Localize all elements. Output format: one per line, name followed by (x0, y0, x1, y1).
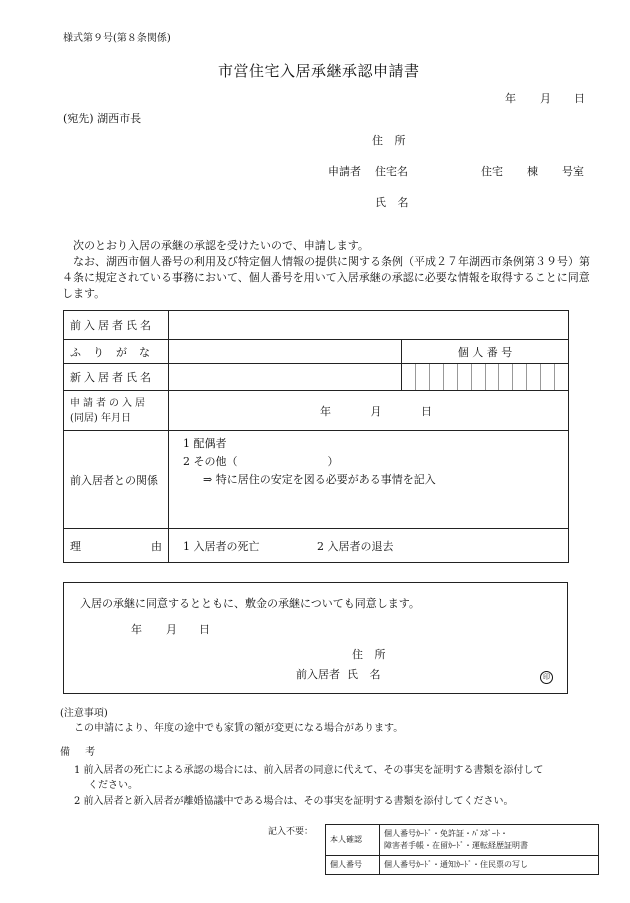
personal-number-field[interactable] (402, 364, 569, 391)
consent-address-label: 住 所 (352, 648, 390, 661)
remarks-item-1a: 1 前入居者の死亡による承認の場合には、前入居者の同意に代えて、その事実を証明する書類を添付して (74, 765, 544, 776)
unnecessary-label: 記入不要： (268, 827, 314, 837)
new-name-field[interactable] (169, 364, 402, 391)
unnecessary-row1-label: 本人確認 (326, 825, 380, 856)
consent-year: 年 (131, 623, 142, 636)
reason-option-2[interactable]: 2 入居者の退去 (317, 539, 394, 553)
prev-name-label: 前入居者氏名 (64, 311, 169, 340)
applicant-housing-name-label: 住宅名 (375, 165, 408, 178)
date-month: 月 (540, 92, 551, 105)
date-year: 年 (505, 92, 516, 105)
consent-text: 入居の承継に同意するとともに、敷金の承継についても同意します。 (80, 597, 420, 610)
relation-option-1[interactable]: 1 配偶者 (183, 437, 227, 450)
intro-line-2: なお、湖西市個人番号の利用及び特定個人情報の提供に関する条例（平成２７年湖西市条例第３９号）第４条に規定されている事務において、個人番号を用いて入居承継の承認に必要な情報を取得することに同意します。 (62, 255, 590, 300)
move-in-label-2: (同居) 年月日 (70, 412, 131, 424)
relation-note: ⇒ 特に居住の安定を図る必要がある事情を記入 (203, 473, 436, 486)
unnecessary-row2-value: 個人番号ｶｰﾄﾞ・通知ｶｰﾄﾞ・住民票の写し (380, 856, 599, 875)
unnecessary-row1-value: 個人番号ｶｰﾄﾞ・免許証・ﾊﾟｽﾎﾟｰﾄ・ 障害者手帳・在留ｶｰﾄﾞ・運転経歴証明書 (380, 825, 599, 856)
personal-number-label: 個 人 番 号 (402, 340, 569, 364)
applicant-room-label: 号室 (562, 165, 584, 178)
furigana-field[interactable] (169, 340, 402, 364)
new-name-row (64, 364, 569, 391)
consent-prev-resident-label: 前入居者 (296, 668, 340, 681)
intro-line-1: 次のとおり入居の承継の承認を受けたいので、申請します。 (73, 239, 369, 252)
applicant-address-label: 住 所 (372, 134, 410, 147)
move-in-day: 日 (421, 404, 432, 418)
unnecessary-row-2 (326, 856, 599, 875)
move-in-label-1: 申請者の入居 (70, 397, 148, 409)
consent-name-label: 氏 名 (347, 668, 385, 681)
unnecessary-row2-label: 個人番号 (326, 856, 380, 875)
remarks-item-2: 2 前入居者と新入居者が離婚協議中である場合は、その事実を証明する書類を添付してください。 (74, 796, 514, 807)
relation-label: 前入居者との関係 (64, 431, 169, 529)
application-table (63, 310, 569, 563)
form-number: 様式第９号(第８条関係) (63, 33, 171, 44)
date-day: 日 (574, 92, 585, 105)
move-in-month: 月 (370, 404, 382, 418)
furigana-row (64, 340, 569, 364)
unnecessary-row-1 (326, 825, 599, 856)
relation-field[interactable] (169, 431, 569, 529)
reason-field[interactable] (169, 529, 569, 563)
page-title: 市営住宅入居承継承認申請書 (218, 62, 420, 80)
move-in-row (64, 391, 569, 431)
move-in-year: 年 (320, 404, 331, 418)
consent-day: 日 (199, 623, 210, 636)
furigana-label: ふりがな (64, 340, 169, 364)
remarks-header: 備 考 (60, 747, 102, 758)
notes-header: (注意事項) (60, 708, 108, 719)
applicant-housing-label: 住宅 (481, 165, 503, 178)
unnecessary-table (325, 824, 599, 875)
relation-row (64, 431, 569, 529)
move-in-date-field[interactable] (169, 391, 569, 431)
consent-month: 月 (166, 623, 177, 636)
notes-text: この申請により、年度の途中でも家賃の額が変更になる場合があります。 (74, 723, 404, 734)
move-in-label (64, 391, 169, 431)
applicant-name-label: 氏 名 (375, 196, 413, 209)
reason-row (64, 529, 569, 563)
reason-label: 理 由 (64, 529, 169, 563)
seal-mark: 印 (540, 669, 553, 684)
applicant-role-label: 申請者 (328, 165, 361, 178)
applicant-building-label: 棟 (527, 165, 538, 178)
reason-option-1[interactable]: 1 入居者の死亡 (183, 539, 260, 553)
prev-name-field[interactable] (169, 311, 569, 340)
new-name-label: 新入居者氏名 (64, 364, 169, 391)
remarks-item-1b: ください。 (88, 780, 138, 791)
personal-number-digits (402, 364, 568, 390)
prev-name-row (64, 311, 569, 340)
relation-option-2[interactable]: 2 その他（ ） (183, 455, 339, 468)
addressee: (宛先) 湖西市長 (63, 112, 142, 125)
